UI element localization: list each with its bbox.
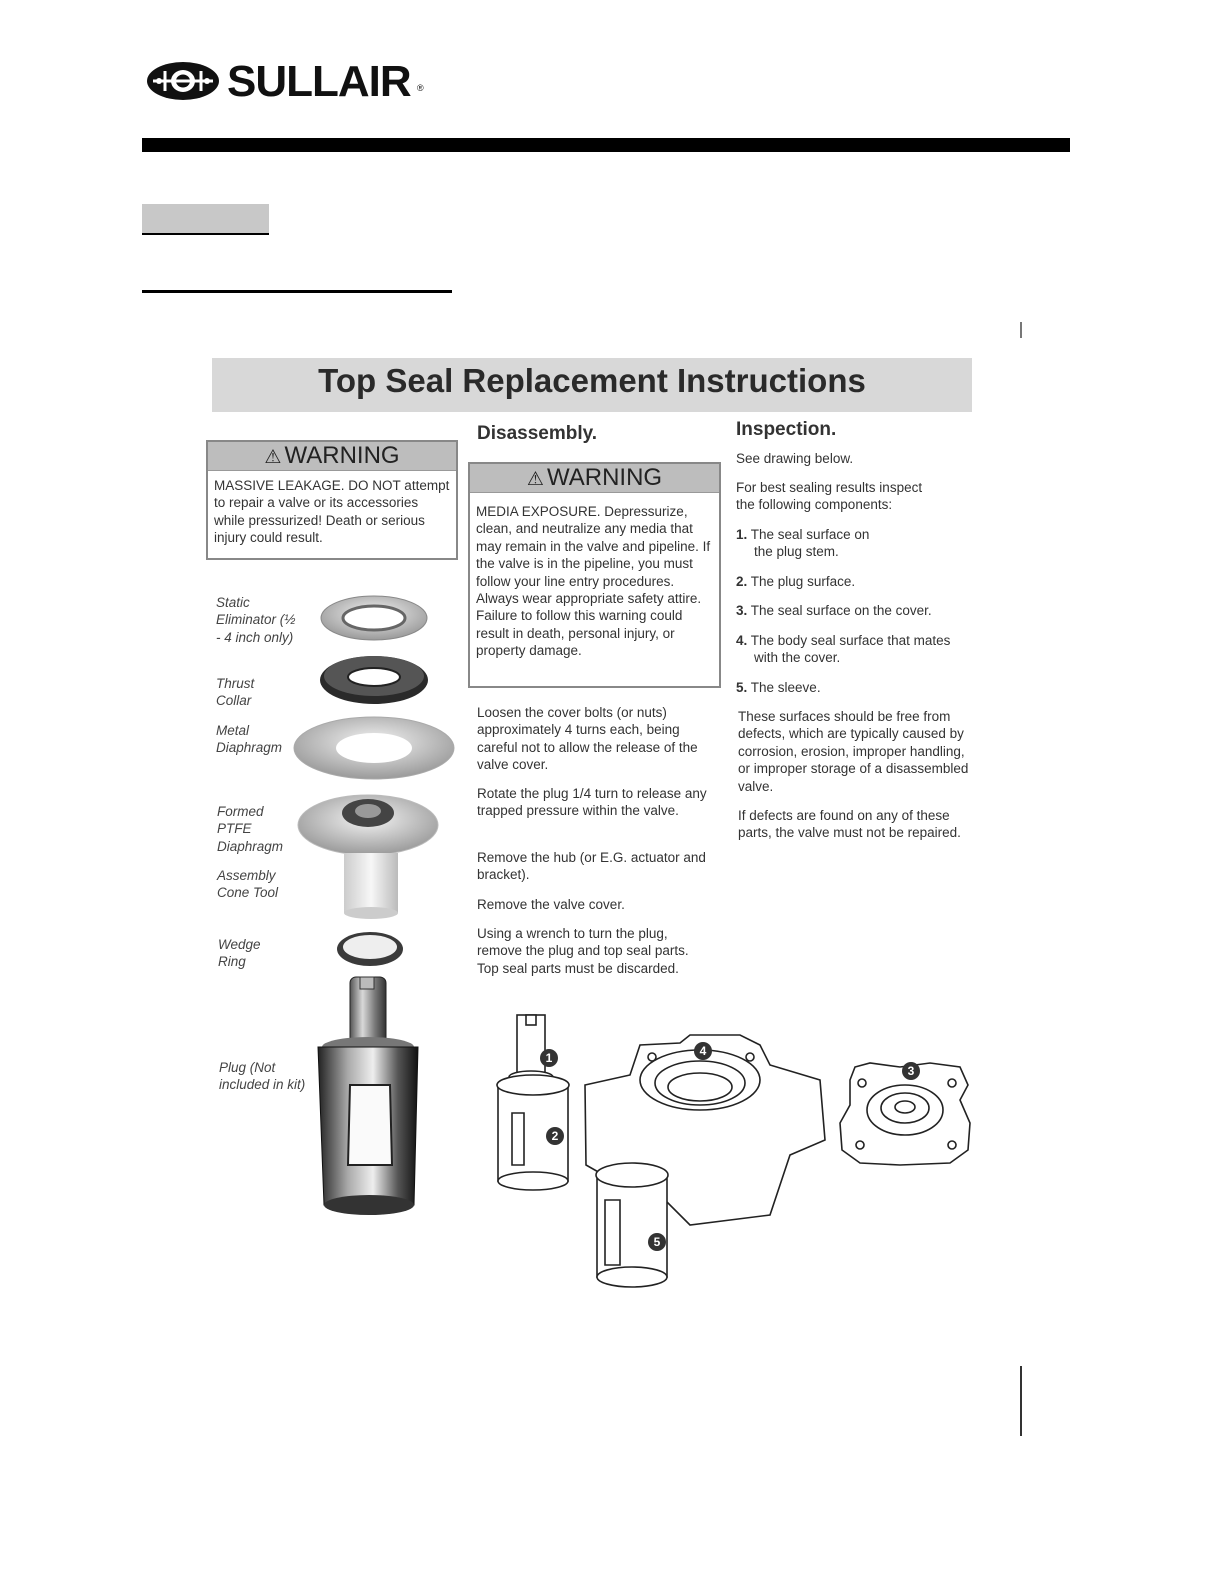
disassembly-step: Using a wrench to turn the plug, remove the plug and top seal parts. Top seal parts must be discarded. (477, 926, 689, 976)
disassembly-step: Remove the valve cover. (477, 897, 625, 912)
part-label-assembly-cone-tool: Assembly Cone Tool (217, 868, 279, 901)
warning-text: MASSIVE LEAKAGE. DO NOT attempt to repair a valve or its accessories while pressurized! Death or serious injury could result. (214, 478, 450, 545)
part-label-thrust-collar: Thrust Collar (216, 676, 255, 709)
change-bar-top (1020, 322, 1022, 338)
callout-5 (648, 1233, 666, 1251)
inspection-item: 2. The plug surface. (736, 574, 856, 589)
logo-emblem-icon (145, 59, 221, 103)
inspection-item: 1. The seal surface on the plug stem. (736, 527, 870, 560)
wedge-ring-icon (337, 932, 403, 966)
part-label-static-eliminator: Static Eliminator (½ - 4 inch only) (216, 595, 296, 645)
callout-4 (694, 1042, 712, 1060)
page-title: Top Seal Replacement Instructions (318, 362, 866, 399)
svg-text:4: 4 (699, 1044, 707, 1058)
plug-icon (318, 977, 418, 1215)
part-label-plug: Plug (Not included in kit) (219, 1060, 306, 1093)
logo-registered-mark: ® (417, 83, 424, 93)
inspection-paragraph: These surfaces should be free from defects, which are typically caused by corrosion, erosion, improper handling, or improper storage of a disassembled valve. (738, 709, 969, 794)
change-bar-bottom (1020, 1366, 1022, 1436)
callout-3 (902, 1062, 920, 1080)
warning-box-leakage (206, 440, 458, 560)
metal-diaphragm-icon (294, 717, 454, 779)
inspection-paragraph: If defects are found on any of these parts, the valve must not be repaired. (738, 808, 961, 841)
callout-2 (546, 1127, 564, 1145)
sullair-logo (145, 55, 435, 107)
plug-stem-drawing (497, 1015, 569, 1190)
svg-text:3: 3 (907, 1064, 915, 1078)
part-label-metal-diaphragm: Metal Diaphragm (216, 723, 283, 756)
thrust-collar-icon (320, 656, 428, 704)
formed-ptfe-diaphragm-icon (298, 795, 438, 855)
section-label-block (142, 204, 269, 235)
part-label-formed-ptfe-diaphragm: Formed PTFE Diaphragm (217, 804, 284, 854)
inspection-heading: Inspection. (736, 419, 837, 440)
part-label-wedge-ring: Wedge Ring (218, 937, 261, 970)
warning-triangle-icon: ⚠ (264, 447, 282, 468)
inspection-intro: For best sealing results inspect the following components: (736, 480, 923, 513)
inspection-drawing (490, 1005, 980, 1305)
inspection-intro: See drawing below. (736, 451, 854, 466)
svg-text:5: 5 (653, 1235, 661, 1249)
assembly-cone-tool-icon (344, 853, 398, 919)
exploded-parts-illustration (290, 585, 470, 1225)
callout-1 (540, 1049, 558, 1067)
warning-triangle-icon: ⚠ (526, 469, 544, 490)
disassembly-step: Remove the hub (or E.G. actuator and bracket). (477, 850, 706, 883)
logo-wordmark: SULLAIR (227, 57, 411, 106)
warning-header: ⚠ WARNING (470, 464, 719, 493)
header-rule (142, 138, 1070, 152)
sleeve-drawing (596, 1163, 668, 1287)
warning-text: MEDIA EXPOSURE. Depressurize, clean, and neutralize any media that may remain in the valve and pipeline. If the valve is in the pipeline, you must follow your line entry procedures. Always wear appropriate safety attire. Failure to follow this warning could result in death, personal injury, or property damage. (476, 504, 711, 659)
warning-box-media (468, 462, 721, 688)
disassembly-step: Loosen the cover bolts (or nuts) approximately 4 turns each, being careful not to allow the release of the valve cover. (477, 705, 698, 773)
static-eliminator-icon (321, 596, 427, 640)
inspection-item: 3. The seal surface on the cover. (736, 603, 932, 618)
inspection-item: 4. The body seal surface that mates with the cover. (736, 633, 951, 666)
section-underline (142, 290, 452, 293)
svg-text:2: 2 (551, 1129, 559, 1143)
disassembly-step: Rotate the plug 1/4 turn to release any trapped pressure within the valve. (477, 786, 707, 819)
inspection-item: 5. The sleeve. (736, 680, 821, 695)
warning-header: ⚠ WARNING (208, 442, 456, 471)
svg-text:1: 1 (545, 1051, 553, 1065)
disassembly-heading: Disassembly. (477, 423, 598, 444)
cover-drawing (840, 1063, 970, 1165)
